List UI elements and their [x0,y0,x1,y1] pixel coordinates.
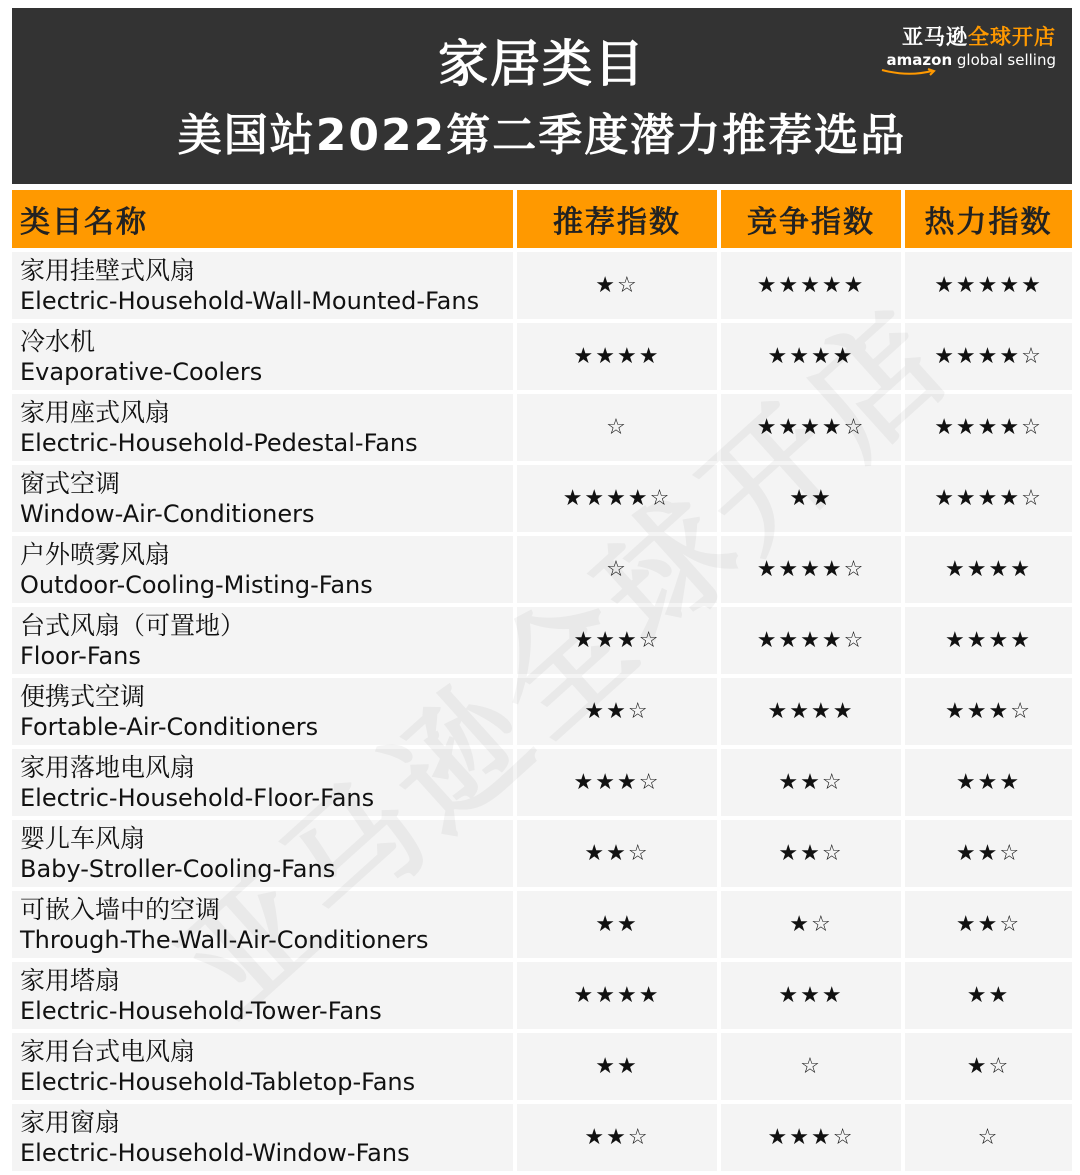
category-name-en: Evaporative-Coolers [20,357,263,386]
category-cell [12,390,517,461]
competition-rating: ★★★★ [721,674,905,745]
recommend-rating: ★★★★ [517,319,721,390]
competition-rating: ★★★★ [721,319,905,390]
table-row [12,1100,1072,1171]
table-row [12,461,1072,532]
competition-rating: ★★★★☆ [721,390,905,461]
category-name-cn: 可嵌入墙中的空调 [20,894,221,924]
category-name-en: Electric-Household-Pedestal-Fans [20,428,418,457]
category-cell [12,1029,517,1100]
recommend-rating: ★★ [517,887,721,958]
recommend-rating: ★★★☆ [517,603,721,674]
category-name-en: Electric-Household-Window-Fans [20,1138,410,1167]
table-row [12,887,1072,958]
category-name-cn: 婴儿车风扇 [20,823,146,853]
heat-rating: ★★★★★ [905,248,1072,319]
category-name-cn: 户外喷雾风扇 [20,539,171,569]
heat-rating: ★★★★☆ [905,461,1072,532]
logo-cn-part1: 亚马逊 [902,25,968,49]
recommend-rating: ★★ [517,1029,721,1100]
column-header-category: 类目名称 [12,190,517,248]
table-row [12,958,1072,1029]
page-title: 家居类目 [438,35,646,93]
category-name-cn: 冷水机 [20,326,96,356]
header-banner [12,8,1072,184]
heat-rating: ★★★ [905,745,1072,816]
category-name-cn: 家用挂壁式风扇 [20,255,196,285]
category-name-en: Electric-Household-Tabletop-Fans [20,1067,416,1096]
recommend-rating: ★★★☆ [517,745,721,816]
category-cell [12,887,517,958]
competition-rating: ★★★★★ [721,248,905,319]
heat-rating: ★★☆ [905,816,1072,887]
category-name-cn: 家用台式电风扇 [20,1036,196,1066]
competition-rating: ★★☆ [721,745,905,816]
table-row [12,603,1072,674]
category-cell [12,248,517,319]
heat-rating: ★★☆ [905,887,1072,958]
table-row [12,816,1072,887]
category-cell [12,1100,517,1171]
recommend-rating: ★★★★ [517,958,721,1029]
heat-rating: ★★★☆ [905,674,1072,745]
column-header-heat: 热力指数 [905,190,1072,248]
competition-rating: ☆ [721,1029,905,1100]
category-cell [12,532,517,603]
category-cell [12,319,517,390]
column-header-competition: 竞争指数 [721,190,905,248]
logo-en-text: global selling [952,51,1056,69]
competition-rating: ★☆ [721,887,905,958]
category-cell [12,958,517,1029]
category-cell [12,603,517,674]
category-name-cn: 家用塔扇 [20,965,121,995]
infographic [12,8,1072,1172]
category-name-en: Baby-Stroller-Cooling-Fans [20,854,336,883]
amazon-smile-icon [880,68,940,76]
recommend-rating: ☆ [517,390,721,461]
category-name-en: Through-The-Wall-Air-Conditioners [20,925,429,954]
category-name-en: Electric-Household-Tower-Fans [20,996,382,1025]
category-cell [12,745,517,816]
category-name-cn: 窗式空调 [20,468,121,498]
category-name-cn: 家用窗扇 [20,1107,121,1137]
table-header-row [12,190,1072,248]
product-table [12,190,1072,1171]
competition-rating: ★★★ [721,958,905,1029]
recommend-rating: ★★☆ [517,816,721,887]
recommend-rating: ★★☆ [517,1100,721,1171]
table-row [12,745,1072,816]
table-row [12,319,1072,390]
category-name-en: Window-Air-Conditioners [20,499,315,528]
recommend-rating: ★★★★☆ [517,461,721,532]
logo-cn-part2: 全球开店 [968,25,1056,49]
competition-rating: ★★ [721,461,905,532]
amazon-global-selling-logo [876,24,1056,70]
table-row [12,532,1072,603]
category-name-cn: 便携式空调 [20,681,146,711]
logo-chinese [876,24,1056,50]
category-name-en: Electric-Household-Floor-Fans [20,783,375,812]
logo-en-brand: amazon [886,51,953,69]
heat-rating: ★★ [905,958,1072,1029]
table-row [12,248,1072,319]
heat-rating: ☆ [905,1100,1072,1171]
competition-rating: ★★★☆ [721,1100,905,1171]
heat-rating: ★★★★ [905,532,1072,603]
heat-rating: ★★★★☆ [905,390,1072,461]
table-row [12,390,1072,461]
competition-rating: ★★★★☆ [721,603,905,674]
category-cell [12,461,517,532]
table-row [12,674,1072,745]
category-cell [12,674,517,745]
recommend-rating: ★☆ [517,248,721,319]
page-subtitle: 美国站2022第二季度潜力推荐选品 [177,110,907,161]
heat-rating: ★★★★ [905,603,1072,674]
recommend-rating: ☆ [517,532,721,603]
competition-rating: ★★★★☆ [721,532,905,603]
competition-rating: ★★☆ [721,816,905,887]
category-name-cn: 家用落地电风扇 [20,752,196,782]
category-name-en: Outdoor-Cooling-Misting-Fans [20,570,373,599]
category-cell [12,816,517,887]
category-name-en: Fortable-Air-Conditioners [20,712,319,741]
category-name-en: Electric-Household-Wall-Mounted-Fans [20,286,480,315]
recommend-rating: ★★☆ [517,674,721,745]
category-name-cn: 台式风扇（可置地） [20,610,246,640]
logo-english [876,50,1056,70]
heat-rating: ★☆ [905,1029,1072,1100]
heat-rating: ★★★★☆ [905,319,1072,390]
category-name-en: Floor-Fans [20,641,141,670]
category-name-cn: 家用座式风扇 [20,397,171,427]
column-header-recommend: 推荐指数 [517,190,721,248]
table-row [12,1029,1072,1100]
